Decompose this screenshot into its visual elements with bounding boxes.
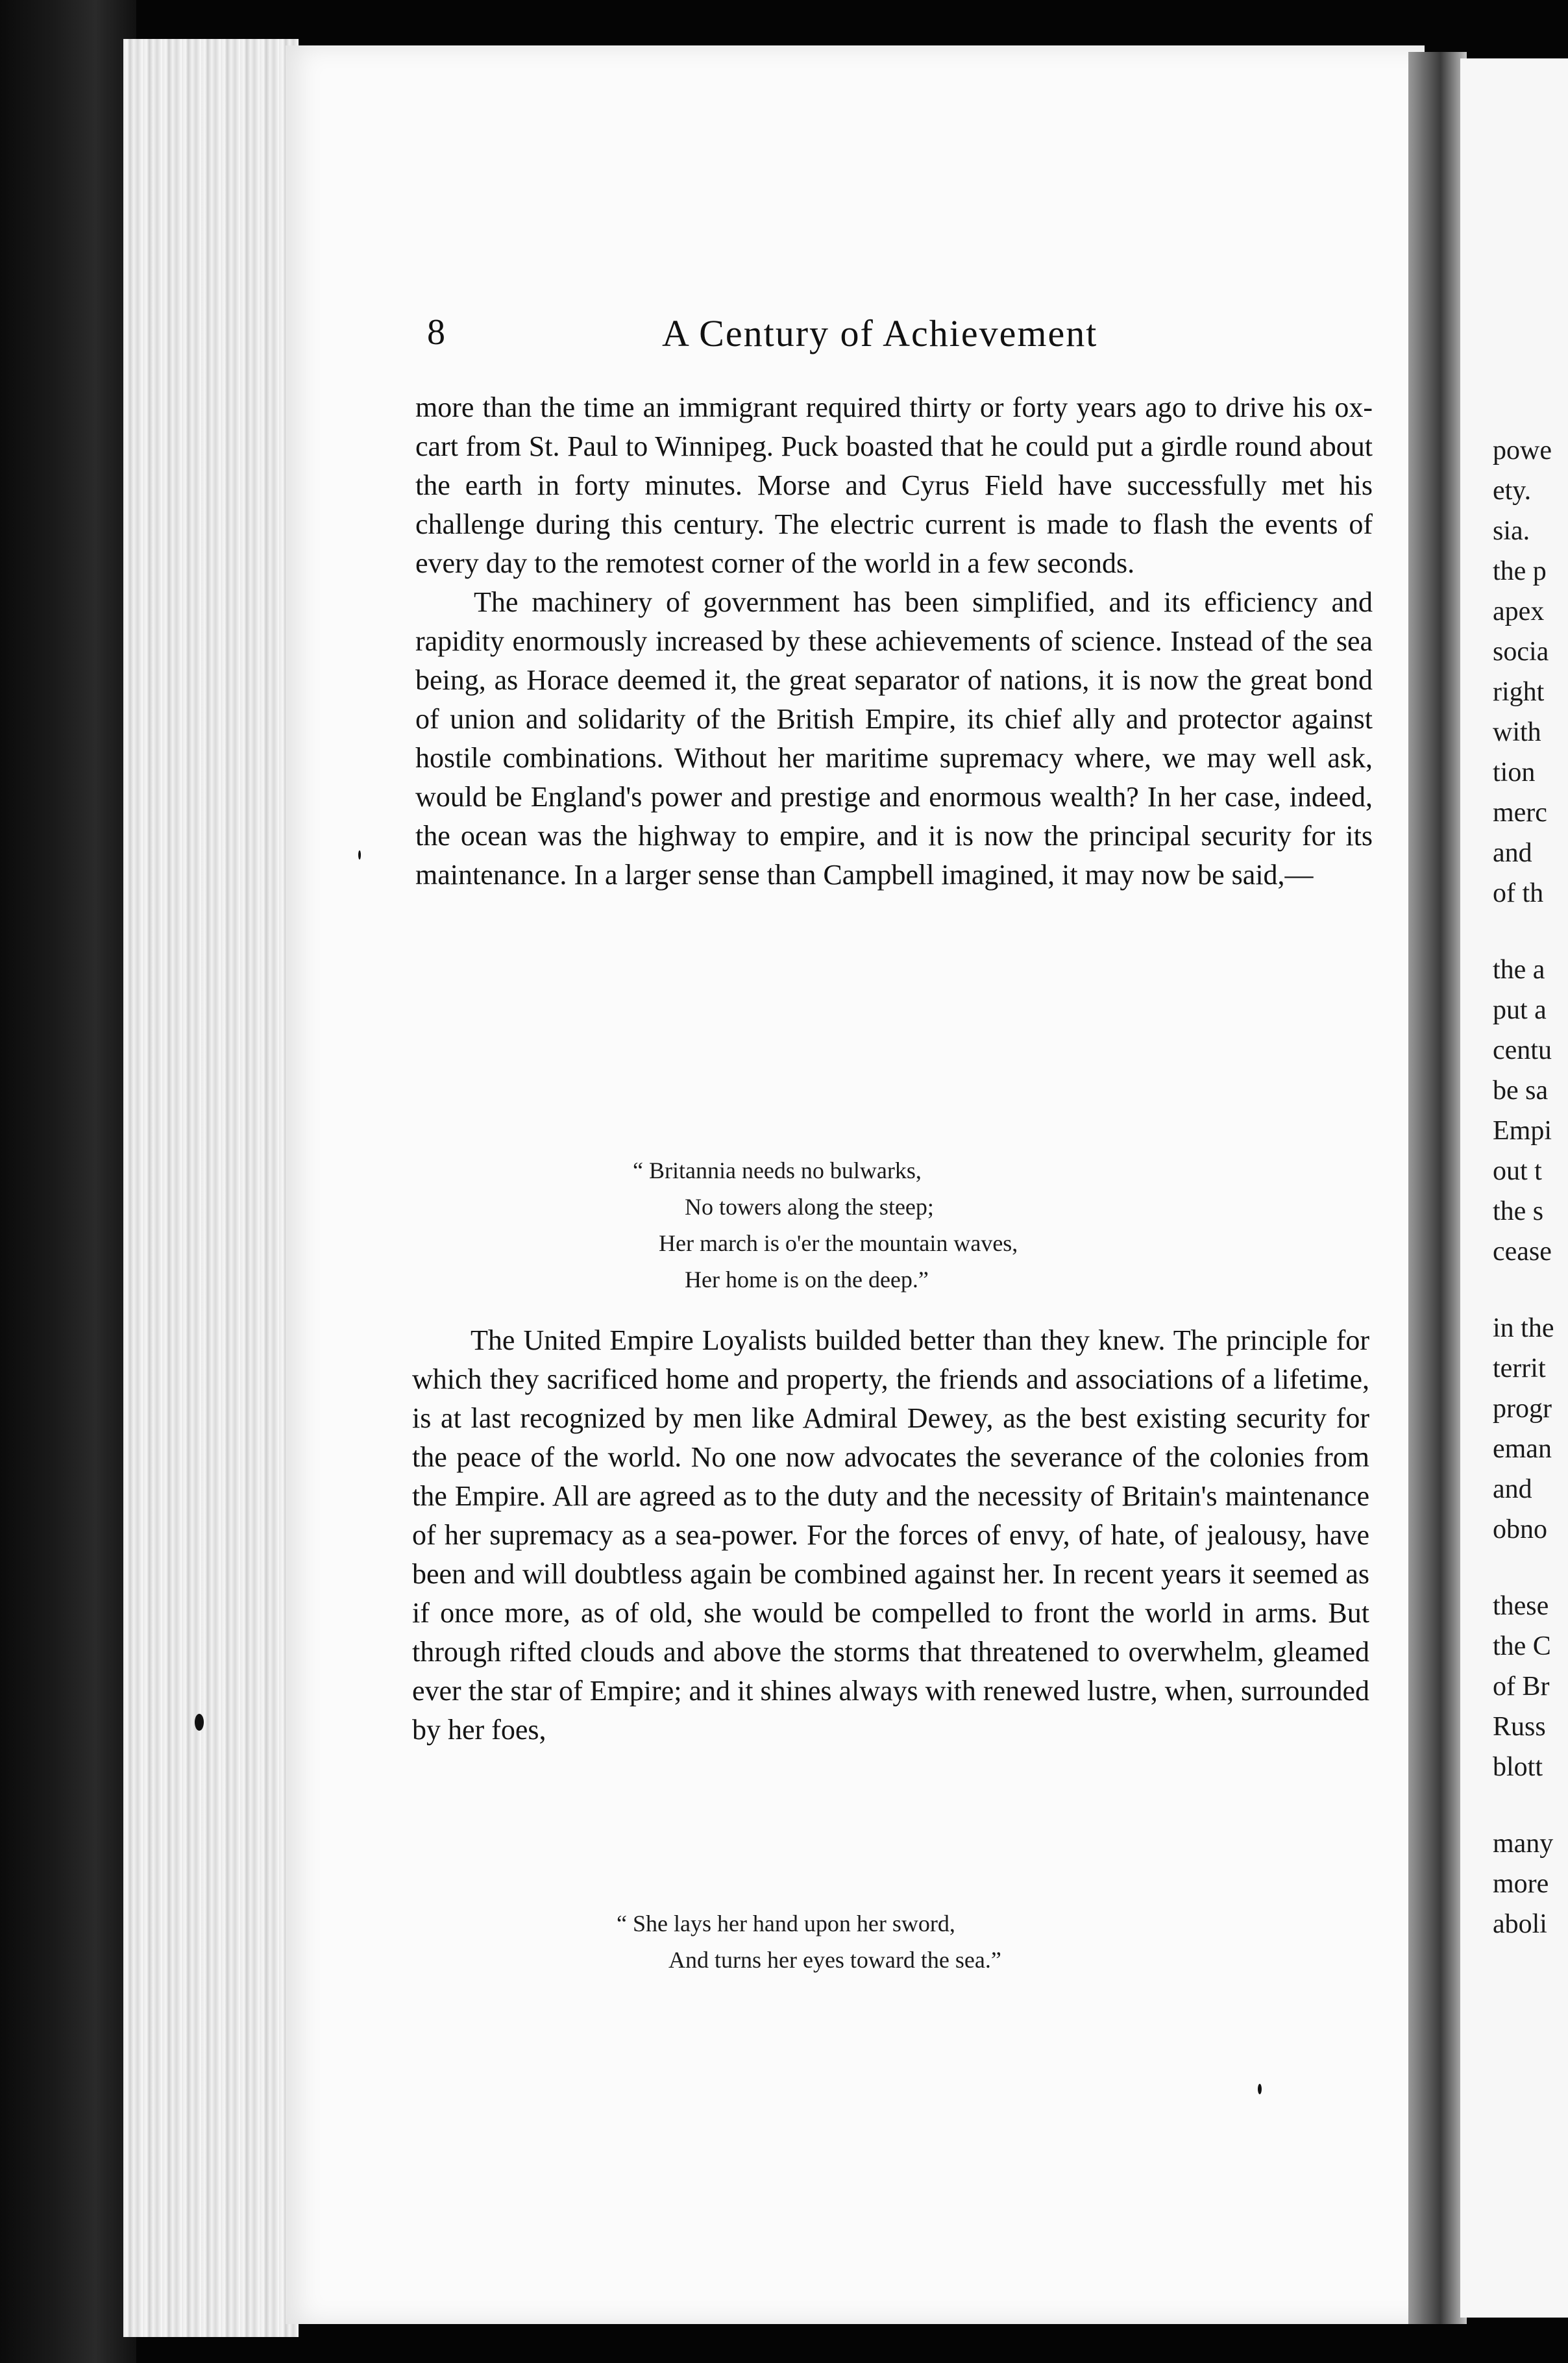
verse-line: No towers along the steep; [685, 1194, 934, 1220]
verse-line: Her home is on the deep.” [685, 1267, 929, 1293]
stacked-page-edges [123, 39, 299, 2337]
facing-page-fragment: of Br [1493, 1672, 1550, 1701]
facing-page-fragment: tion [1493, 758, 1536, 787]
facing-page-fragment: merc [1493, 798, 1547, 828]
verse-line: Her march is o'er the mountain waves, [659, 1230, 1018, 1256]
facing-page-fragment: out t [1493, 1156, 1542, 1186]
body-text-upper [415, 388, 1373, 895]
facing-page-fragment: ety. [1493, 476, 1532, 506]
verse-quotation [633, 1152, 1018, 1298]
running-title: A Century of Achievement [662, 312, 1098, 354]
facing-page-fragment: apex [1493, 597, 1545, 626]
facing-page-fragment: be sa [1493, 1076, 1549, 1106]
verse-line: “ She lays her hand upon her sword, [617, 1911, 955, 1936]
facing-page-fragment: many [1493, 1829, 1554, 1859]
facing-page-fragment: Empi [1493, 1116, 1552, 1146]
facing-page-fragment: the s [1493, 1196, 1544, 1226]
facing-page-fragment: of th [1493, 878, 1544, 908]
facing-page-fragment: territ [1493, 1354, 1546, 1383]
facing-page-fragment: socia [1493, 637, 1549, 667]
facing-page-fragment: obno [1493, 1515, 1547, 1544]
body-text-lower [412, 1321, 1369, 1750]
facing-page-fragment: the p [1493, 556, 1547, 586]
facing-page-fragment: the a [1493, 955, 1545, 985]
facing-page-fragment: blott [1493, 1752, 1543, 1782]
facing-page-fragment: eman [1493, 1434, 1552, 1464]
facing-page-fragment: put a [1493, 995, 1547, 1025]
book-gutter [1408, 52, 1467, 2324]
paragraph: The machinery of government has been simplified, and its efficiency and rapidity enormously increased by these achievements of science. Instead of the sea being, as Horace deemed it, the great separator of nations, it is now the great bond of union and solidarity of the British Empire, its chief ally and protector against hostile combinations. Without her maritime supremacy where, we may well ask, would be England's power and prestige and enormous wealth? In her case, indeed, the ocean was the highway to empire, and it is now the principal security for its maintenance. In a larger sense than Campbell imagined, it may now be said,— [415, 586, 1373, 891]
scan-speck [195, 1714, 204, 1731]
facing-page-fragment: cease [1493, 1237, 1552, 1267]
verse-line: And turns her eyes toward the sea.” [668, 1947, 1001, 1973]
scan-speck [1258, 2084, 1262, 2094]
facing-page-fragment: centu [1493, 1035, 1552, 1065]
paragraph: The United Empire Loyalists builded better than they knew. The principle for which they sacrificed home and property, the friends and associations of a lifetime, is at last recognized by men like Admiral Dewey, as the best existing security for the peace of the world. No one now advocates the severance of the colonies from the Empire. All are agreed as to the duty and the necessity of Britain's maintenance of her supremacy as a sea-power. For the forces of envy, of hate, of jealousy, have been and will doubtless again be combined against her. In recent years it seemed as if once more, as of old, she would be compelled to front the world in arms. But through rifted clouds and above the storms that threatened to overwhelm, gleamed ever the star of Empire; and it shines always with renewed lustre, when, surrounded by her foes, [412, 1324, 1369, 1746]
page-header [0, 312, 1568, 364]
verse-quotation [617, 1905, 1001, 1978]
facing-page-fragment: and [1493, 838, 1532, 868]
page-number: 8 [427, 312, 445, 353]
scan-speck [358, 850, 361, 860]
facing-page-fragment: more [1493, 1869, 1549, 1899]
paragraph: more than the time an immigrant required thirty or forty years ago to drive his ox-cart from St. Paul to Winnipeg. Puck boasted that he could put a girdle round about the earth in forty minutes. Morse and Cyrus Field have successfully met his challenge during this century. The electric current is made to flash the events of every day to the remotest corner of the world in a few seconds. [415, 391, 1373, 579]
facing-page-fragment: sia. [1493, 516, 1530, 546]
facing-page-fragment: right [1493, 677, 1545, 707]
facing-page-fragment: and [1493, 1474, 1532, 1504]
facing-page-fragment: in the [1493, 1313, 1554, 1343]
facing-page-fragment: Russ [1493, 1712, 1546, 1742]
facing-page [1460, 58, 1568, 2318]
facing-page-fragment: these [1493, 1591, 1549, 1621]
facing-page-fragment: with [1493, 717, 1541, 747]
verse-line: “ Britannia needs no bulwarks, [633, 1157, 922, 1183]
facing-page-fragment: aboli [1493, 1909, 1547, 1939]
facing-page-fragment: the C [1493, 1631, 1551, 1661]
facing-page-fragment: progr [1493, 1394, 1552, 1424]
facing-page-fragment: powe [1493, 436, 1552, 465]
